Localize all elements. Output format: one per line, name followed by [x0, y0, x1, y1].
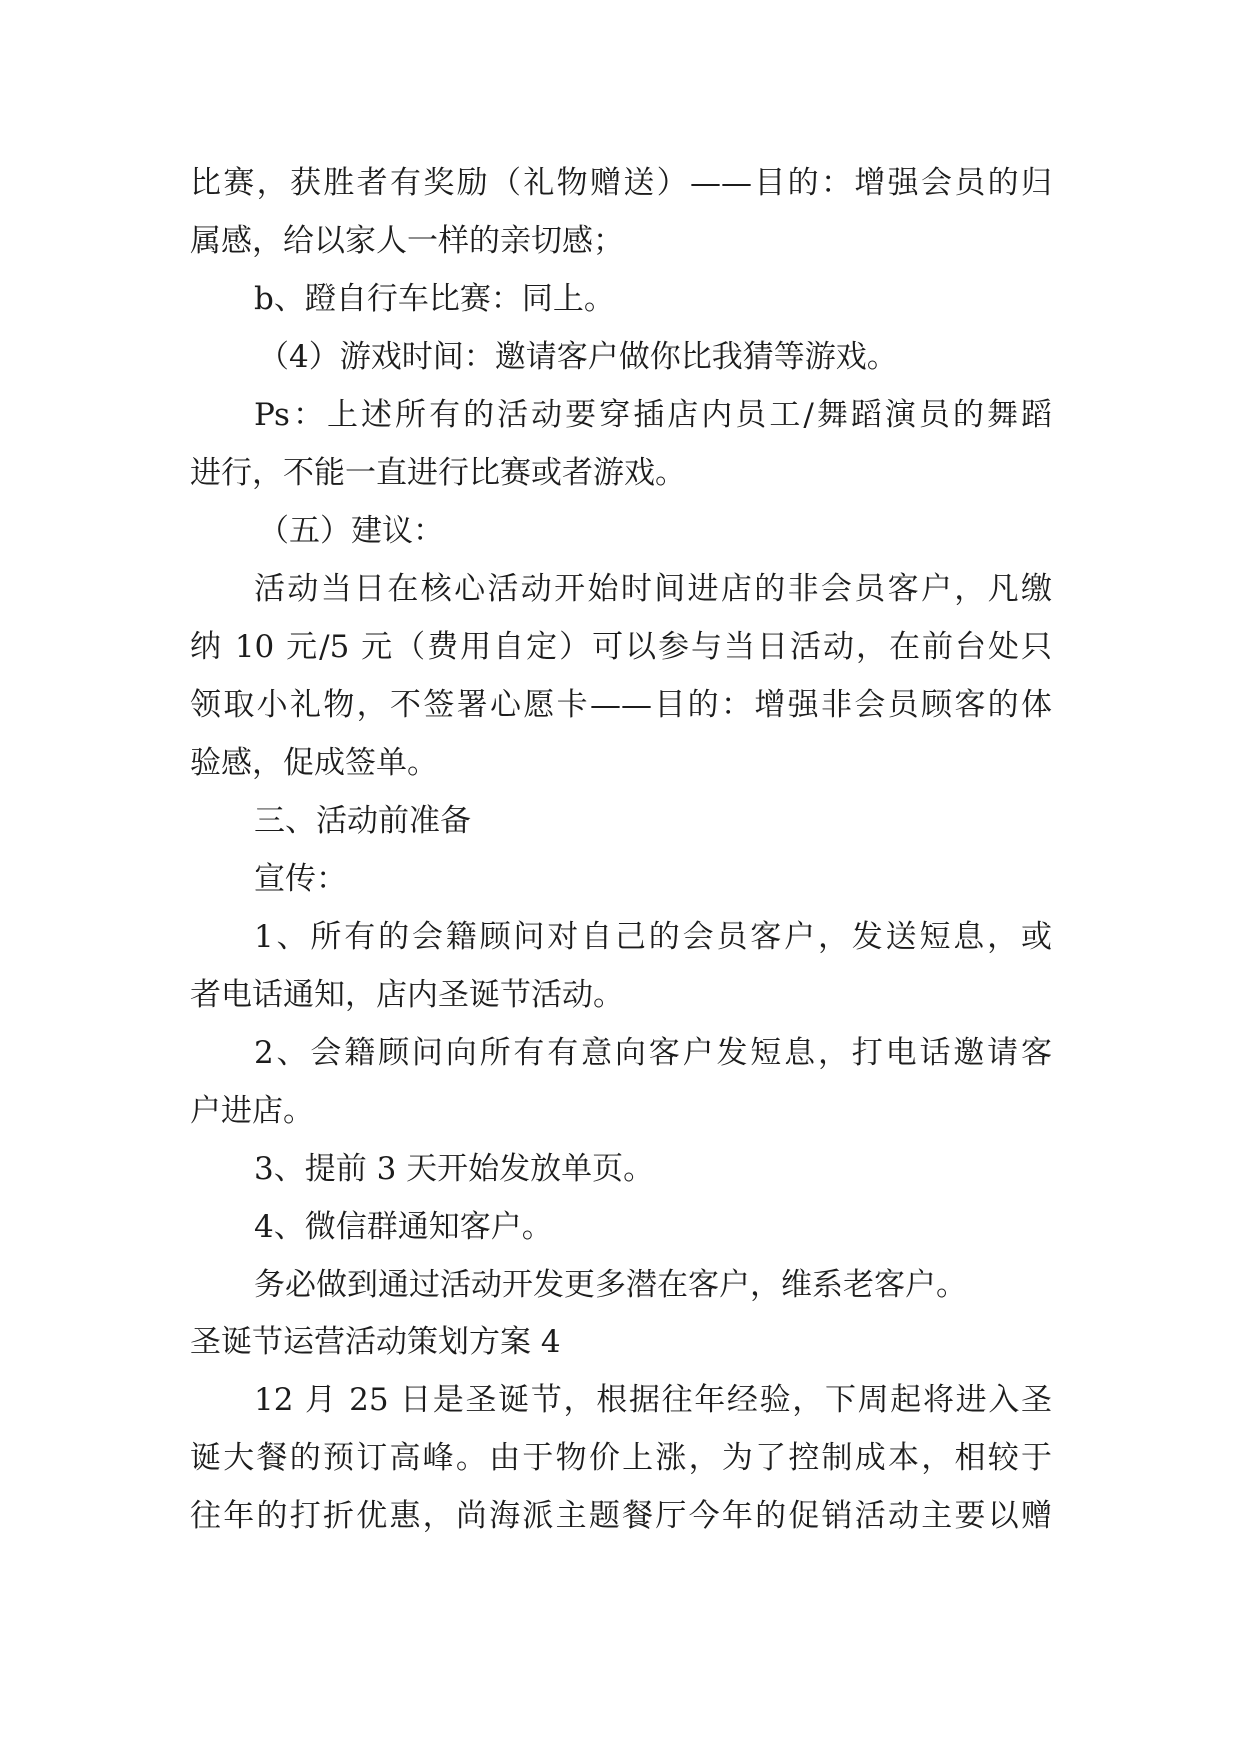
- paragraph-line: 1、所有的会籍顾问对自己的会员客户，发送短息，或: [254, 919, 1052, 955]
- document-heading: 圣诞节运营活动策划方案 4: [190, 1324, 561, 1360]
- paragraph-line: 属感，给以家人一样的亲切感；: [190, 223, 624, 259]
- paragraph-line: 比赛，获胜者有奖励（礼物赠送）——目的：增强会员的归: [190, 165, 1052, 201]
- paragraph-line: 4、微信群通知客户。: [254, 1209, 553, 1245]
- paragraph-line: 宣传：: [254, 861, 347, 897]
- paragraph-line: 者电话通知，店内圣诞节活动。: [190, 977, 624, 1013]
- paragraph-line: 活动当日在核心活动开始时间进店的非会员客户，凡缴: [254, 571, 1052, 607]
- paragraph-line: Ps：上述所有的活动要穿插店内员工/舞蹈演员的舞蹈: [254, 397, 1052, 433]
- paragraph-line: （五）建议：: [258, 513, 444, 549]
- paragraph-line: 领取小礼物，不签署心愿卡——目的：增强非会员顾客的体: [190, 687, 1052, 723]
- paragraph-line: 3、提前 3 天开始发放单页。: [254, 1151, 655, 1187]
- paragraph-line: 纳 10 元/5 元（费用自定）可以参与当日活动，在前台处只: [190, 629, 1052, 665]
- paragraph-line: 往年的打折优惠，尚海派主题餐厅今年的促销活动主要以赠: [190, 1498, 1052, 1534]
- paragraph-line: 务必做到通过活动开发更多潜在客户，维系老客户。: [254, 1267, 967, 1303]
- paragraph-line: 2、会籍顾问向所有有意向客户发短息，打电话邀请客: [254, 1035, 1052, 1071]
- paragraph-line: 户进店。: [190, 1093, 314, 1129]
- paragraph-line: 进行，不能一直进行比赛或者游戏。: [190, 455, 686, 491]
- paragraph-line: （4）游戏时间：邀请客户做你比我猜等游戏。: [258, 339, 898, 375]
- paragraph-line: b、蹬自行车比赛：同上。: [254, 281, 615, 317]
- paragraph-line: 诞大餐的预订高峰。由于物价上涨，为了控制成本，相较于: [190, 1440, 1052, 1476]
- paragraph-line: 12 月 25 日是圣诞节，根据往年经验，下周起将进入圣: [254, 1382, 1052, 1418]
- paragraph-line: 验感，促成签单。: [190, 745, 438, 781]
- section-heading: 三、活动前准备: [254, 803, 471, 839]
